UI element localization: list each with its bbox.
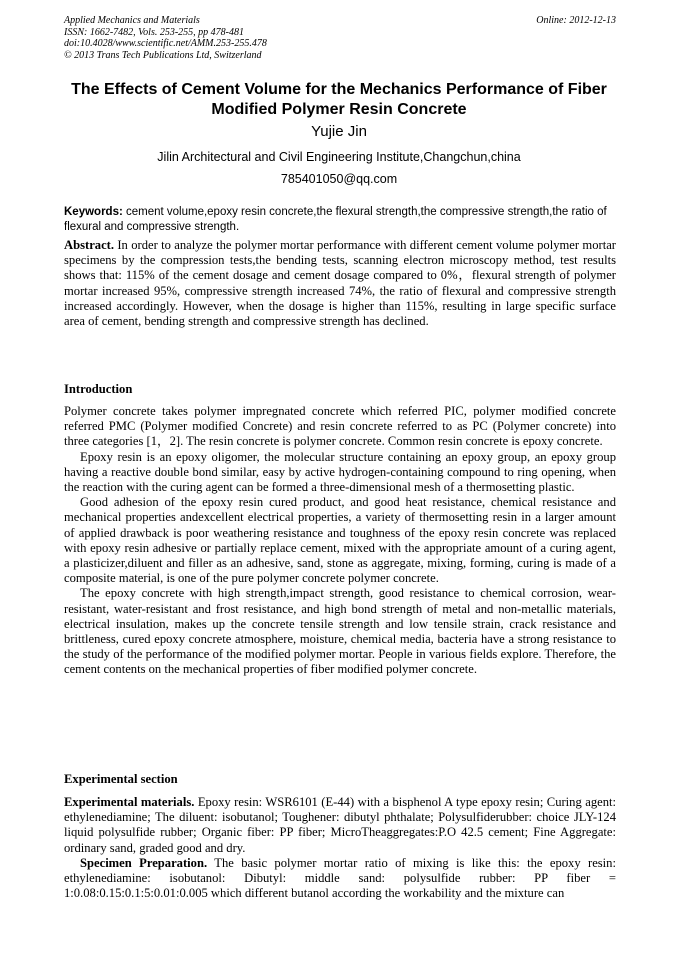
paper-title	[40, 80, 638, 120]
introduction-section	[64, 382, 616, 397]
intro-paragraph-4: The epoxy concrete with high strength,impact strength, good resistance to chemical corrosion, wear-resistant, water-resistant and frost resistance, and high bond strength of metal and non-metallic materials, electrical insulation, makes up the concrete tensile strength and low tensile strain, crack resistance and brittleness, cured epoxy concrete atmosphere, moisture, chemical media, bacteria have a strong resistance to the study of the performance of the modified polymer mortar. People in various fields explore. Therefore, the cement contents on the mechanical properties of fiber modified polymer concrete.	[64, 586, 616, 677]
materials-text: Epoxy resin: WSR6101 (E-44) with a bisphenol A type epoxy resin; Curing agent: ethylenediamine; The diluent: isobutanol; Toughener: dibutyl phthalate; Polysulfiderubber: choice JLY-124 liquid polysulfide rubber; Organic fiber: PP fiber; MicroTheaggregates:P.O 42.5 cement; Fine Aggregate: ordinary sand, graded good and dry.	[64, 795, 616, 855]
abstract	[64, 238, 616, 329]
keywords	[64, 205, 616, 235]
experimental-section	[64, 772, 616, 787]
introduction-body	[64, 404, 616, 678]
intro-paragraph-3: Good adhesion of the epoxy resin cured product, and good heat resistance, chemical resistance and mechanical properties andexcellent electrical properties, a variety of thermosetting resin in a larger amount of applied drawback is poor weathering resistance and toughness of the epoxy resin concrete was replaced with epoxy resin adhesive or partially replace cement, mixed with the appropriate amount of a curing agent, a plasticizer,diluent and filler as an adhesive, sand, stone as aggregate, mixing, forming, curing is made of a composite material, is one of the pure polymer concrete polymer concrete.	[64, 495, 616, 586]
keywords-label: Keywords:	[64, 206, 123, 218]
journal-header	[64, 15, 616, 61]
affiliation: Jilin Architectural and Civil Engineering Institute,Changchun,china	[157, 150, 521, 164]
experimental-heading: Experimental section	[64, 772, 178, 786]
author-name: Yujie Jin	[311, 123, 367, 140]
online-date: Online: 2012-12-13	[536, 15, 616, 26]
experimental-body	[64, 795, 616, 901]
abstract-text: In order to analyze the polymer mortar performance with different cement volume polymer mortar specimens by the compression tests,the bending tests, scanning electron microscopy method, test results shows that: 115% of the cement dosage and cement dosage compared to 0%，flexural strength of polymer mortar increased 95%, compressive strength increased 74%, the ratio of flexural and compressive strength increased accordingly. However, when the dosage is higher than 115%, resulting in large specific surface area of cement, bending strength and compressive strength has declined.	[64, 238, 616, 329]
preparation-paragraph	[64, 856, 616, 902]
doi-line: doi:10.4028/www.scientific.net/AMM.253-255.478	[64, 38, 267, 49]
intro-paragraph-1: Polymer concrete takes polymer impregnated concrete which referred PIC, polymer modified concrete referred PMC (Polymer modified Concrete) and resin concrete referred to as PC (Polymer concrete) into three categories [1，2]. The resin concrete is polymer concrete. Common resin concrete is epoxy concrete.	[64, 404, 616, 449]
introduction-heading: Introduction	[64, 382, 133, 396]
issn-line: ISSN: 1662-7482, Vols. 253-255, pp 478-481	[64, 26, 244, 38]
intro-paragraph-2: Epoxy resin is an epoxy oligomer, the molecular structure containing an epoxy group, an epoxy group having a reactive double bond similar, easy by active hydrogen-containing compound to ring opening, when the reaction with the curing agent can be formed a three-dimensional mesh of a thermosetting plastic.	[64, 449, 616, 495]
author-email: 785401050@qq.com	[280, 172, 398, 186]
copyright-line: © 2013 Trans Tech Publications Ltd, Switzerland	[64, 49, 262, 61]
title-line-2: Modified Polymer Resin Concrete	[211, 101, 467, 118]
preparation-text: The basic polymer mortar ratio of mixing is like this: the epoxy resin: ethylenediamine: isobutanol: Dibutyl: middle sand: polysulfide rubber: PP fiber = 1:0.08:0.15:0.1:5:0.01:0.005 which different butanol according the workability and the mixture can	[64, 855, 616, 901]
title-line-1: The Effects of Cement Volume for the Mechanics Performance of Fiber	[71, 81, 607, 98]
materials-label: Experimental materials.	[64, 795, 195, 809]
materials-paragraph	[64, 795, 616, 856]
abstract-label: Abstract.	[64, 238, 115, 252]
keywords-text: cement volume,epoxy resin concrete,the flexural strength,the compressive strength,the ratio of flexural and compressive strength.	[64, 206, 607, 233]
journal-name: Applied Mechanics and Materials	[64, 15, 200, 26]
preparation-label: Specimen Preparation.	[80, 855, 208, 870]
